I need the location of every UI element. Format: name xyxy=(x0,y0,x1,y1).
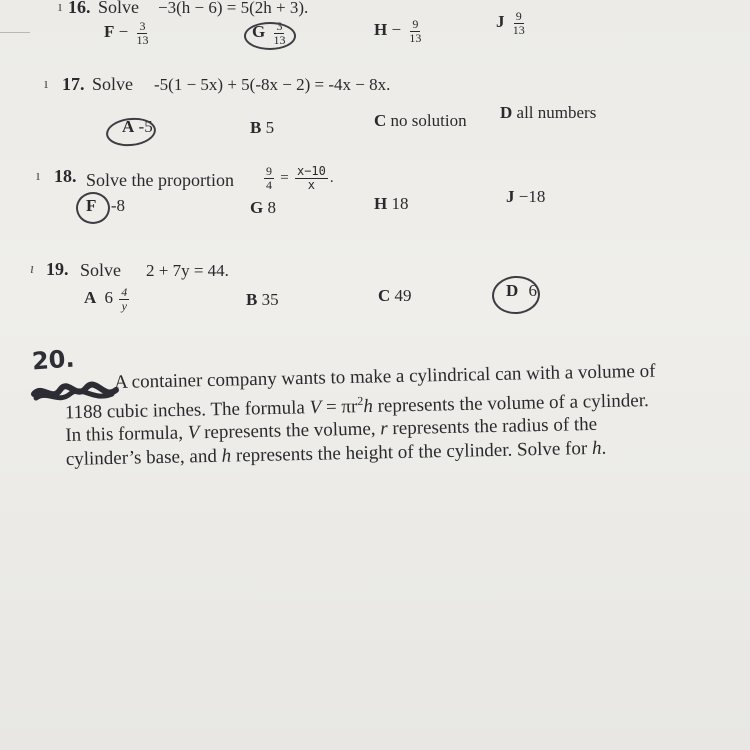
choice-letter: B xyxy=(250,118,262,137)
q17-stem: Solve xyxy=(92,74,134,94)
proportion-right-fraction: $\frac{x-10}{x}$ xyxy=(296,164,326,192)
choice-text: 8 xyxy=(267,198,276,217)
q18-choice-h xyxy=(374,194,408,214)
q18-choice-j xyxy=(506,187,545,207)
choice-fraction: $\frac{4}{y}$ xyxy=(121,285,128,313)
choice-letter: H xyxy=(374,20,388,39)
q18-choice-g xyxy=(250,198,276,218)
q19-choice-a xyxy=(84,286,131,312)
choice-text: all numbers xyxy=(516,103,597,122)
q16-choice-f xyxy=(104,20,152,46)
choice-letter: C xyxy=(378,286,391,305)
choice-letter: J xyxy=(496,12,505,31)
q20-line-4: cylinder’s base, and h represents the height of the cylinder. Solve for h. xyxy=(65,437,607,470)
choice-text: 49 xyxy=(394,286,412,305)
choice-sign: − xyxy=(391,20,402,39)
choice-text: 35 xyxy=(261,290,279,309)
choice-fraction: $\frac{9}{13}$ xyxy=(512,9,525,37)
choice-fraction: $\frac{3}{13}$ xyxy=(273,19,286,47)
q17-tick: ı xyxy=(44,76,49,92)
choice-letter: D xyxy=(506,281,519,300)
q18-stem: Solve the proportion xyxy=(86,170,234,190)
choice-sign: − xyxy=(118,22,129,41)
q17-number: 17. xyxy=(62,74,85,94)
choice-letter: F xyxy=(86,196,97,215)
choice-fraction: $\frac{9}{13}$ xyxy=(409,17,422,45)
choice-letter: F xyxy=(104,22,115,41)
q17-equation: -5(1 − 5x) + 5(-8x − 2) = -4x − 8x. xyxy=(154,75,391,94)
choice-letter: H xyxy=(374,194,388,213)
choice-text: no solution xyxy=(390,111,467,130)
q20-line-3: In this formula, V represents the volume, r represents the radius of the xyxy=(65,414,598,447)
q17-choice-d xyxy=(500,103,596,123)
choice-letter: G xyxy=(252,22,266,41)
q16-stem: Solve xyxy=(98,0,140,17)
choice-text: 5 xyxy=(265,118,275,137)
choice-whole: 6 xyxy=(104,288,114,307)
choice-text: -8 xyxy=(110,196,126,215)
q18-answer-circle xyxy=(76,192,110,224)
choice-text: -5 xyxy=(138,117,153,136)
choice-letter: G xyxy=(250,198,264,217)
choice-letter: A xyxy=(84,288,97,307)
q16-choice-h xyxy=(374,18,425,44)
choice-letter: D xyxy=(500,103,513,122)
q20-handwritten-number: 20. xyxy=(31,344,76,376)
q17-choice-c xyxy=(374,111,467,131)
q19-tick: ı xyxy=(30,261,35,277)
q20-problem-text xyxy=(64,358,736,471)
q19-choice-c xyxy=(378,286,412,306)
choice-text: −18 xyxy=(518,187,546,206)
q20-line-2: 1188 cubic inches. The formula $V = \pi r^2h$ represents the volume of a cylinder. xyxy=(64,389,649,423)
top-rule xyxy=(0,32,30,33)
q19-choice-b xyxy=(246,290,279,310)
q17-answer-circle xyxy=(105,115,158,148)
choice-letter: J xyxy=(506,187,515,206)
proportion-left-fraction: $\frac{9}{4}$ xyxy=(266,164,272,192)
q16-equation: −3(h − 6) = 5(2h + 3). xyxy=(158,0,309,17)
choice-fraction: $\frac{3}{13}$ xyxy=(136,19,149,47)
q17-choice-b xyxy=(250,118,274,138)
q19-number: 19. xyxy=(46,259,69,279)
q16-choice-j xyxy=(496,10,529,36)
choice-text: 6 xyxy=(528,281,538,300)
choice-letter: B xyxy=(246,290,258,309)
q18-proportion: $\frac{9}{4}$ = $\frac{x-10}{x}$ . xyxy=(266,164,334,192)
q19-stem: Solve xyxy=(80,260,122,280)
q16-tick: ı xyxy=(58,0,63,15)
q18-number: 18. xyxy=(54,166,77,186)
q18-tick: ı xyxy=(36,168,41,184)
q20-line-1: A container company wants to make a cylindrical can with a volume of xyxy=(114,360,656,393)
choice-letter: A xyxy=(122,117,135,136)
choice-letter: C xyxy=(374,111,387,130)
choice-text: 18 xyxy=(391,194,409,213)
q19-equation: 2 + 7y = 44. xyxy=(146,261,229,280)
q16-answer-circle xyxy=(244,19,296,50)
q16-number: 16. xyxy=(68,0,91,17)
